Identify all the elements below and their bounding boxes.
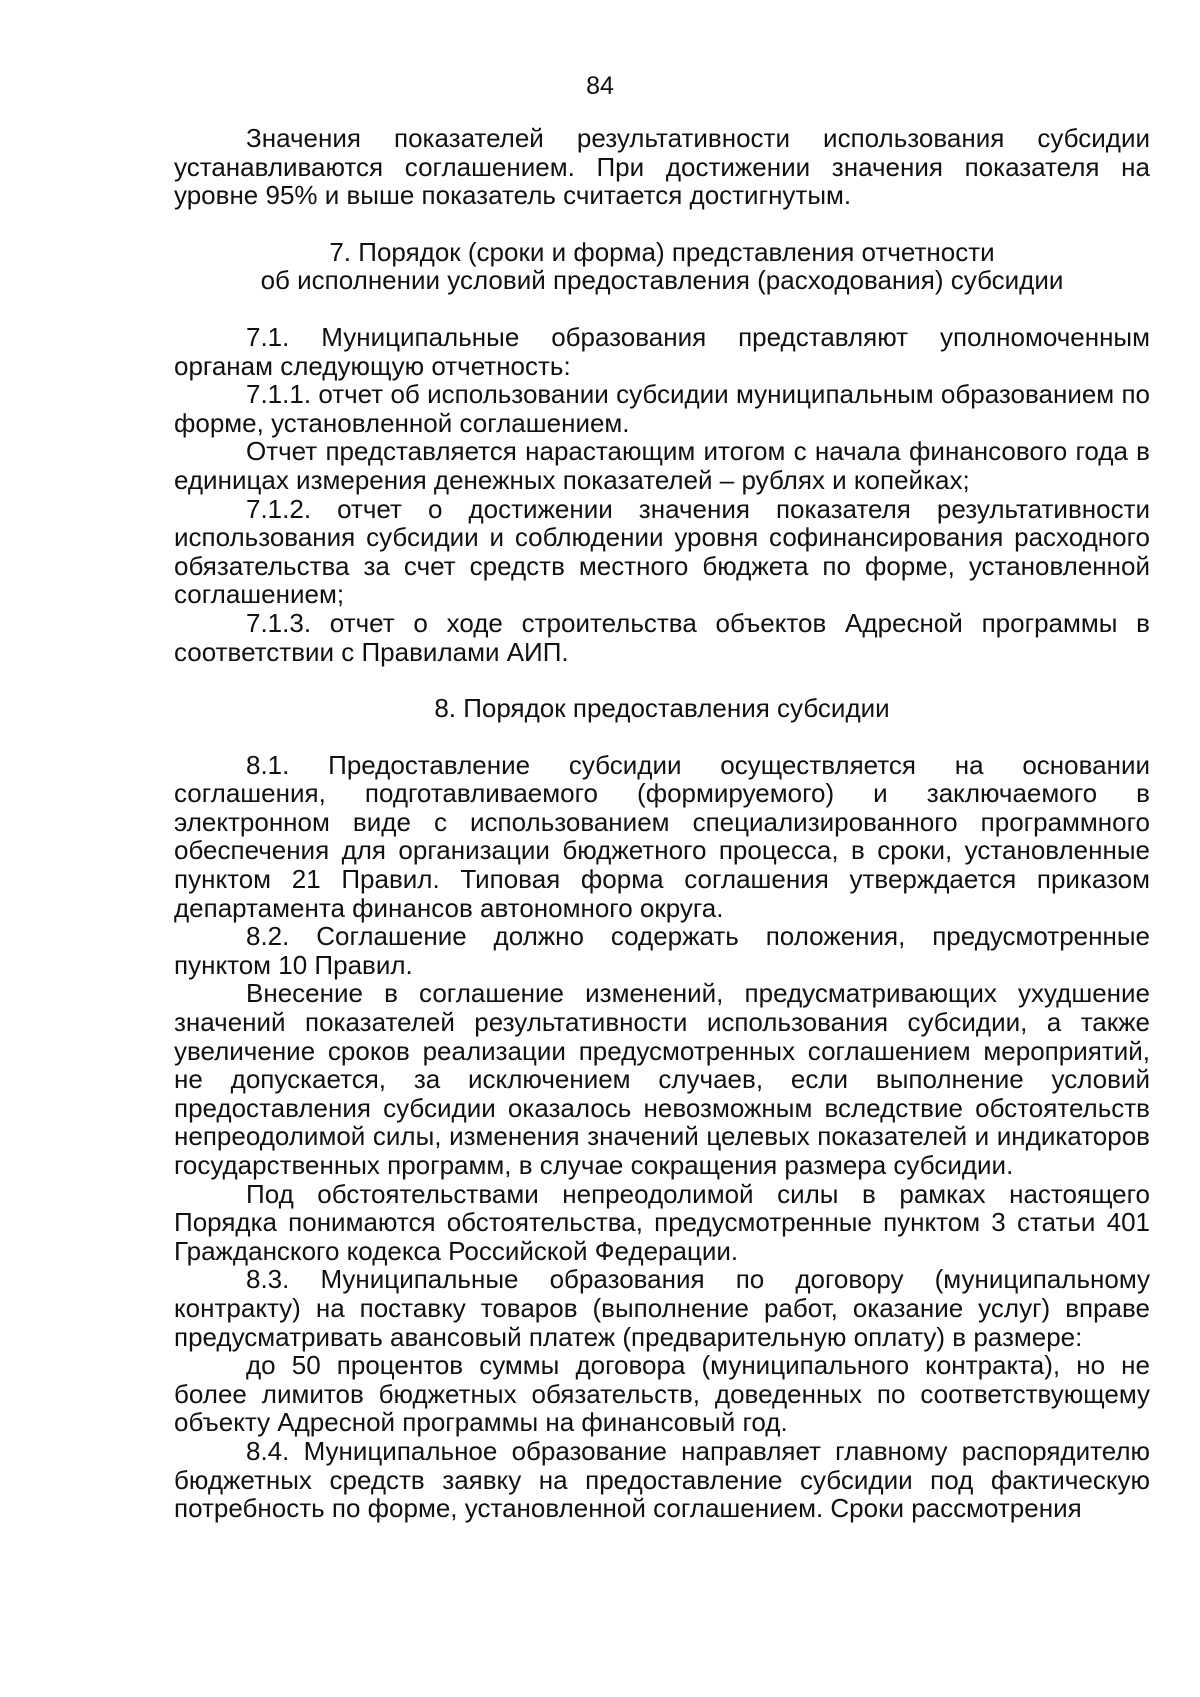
section-heading-7	[174, 238, 1150, 295]
section-heading-8: 8. Порядок предоставления субсидии	[434, 693, 890, 724]
paragraph: 7.1. Муниципальные образования представляют уполномоченным органам следующую отчетность:	[174, 321, 1150, 381]
paragraph: Отчет представляется нарастающим итогом с начала финансового года в единицах измерения денежных показателей – рублях и копейках;	[174, 436, 1150, 495]
paragraph: 8.3. Муниципальные образования по договору (муниципальному контракту) на поставку товаров (выполнение работ, оказание услуг) вправе предусматривать авансовый платеж (предварительную оплату) в размере:	[174, 1264, 1150, 1352]
paragraph: до 50 процентов суммы договора (муниципального контракта), но не более лимитов бюджетных обязательств, доведенных по соответствующему объекту Адресной программы на финансовый год.	[174, 1350, 1150, 1438]
section-heading-7-line2: об исполнении условий предоставления (расходования) субсидии	[260, 265, 1064, 296]
paragraph: 7.1.2. отчет о достижении значения показателя результативности использования субсидии и соблюдении уровня софинансирования расходного обязательства за счет средств местного бюджета по форме, установленной соглашением;	[174, 493, 1150, 610]
paragraph: Под обстоятельствами непреодолимой силы в рамках настоящего Порядка понимаются обстоятельства, предусмотренные пунктом 3 статьи 401 Гражданского кодекса Российской Федерации.	[174, 1178, 1150, 1266]
paragraph: 8.4. Муниципальное образование направляет главному распорядителю бюджетных средств заявку на предоставление субсидии под фактическую потребность по форме, установленной соглашением. Сроки рассмотрения	[174, 1435, 1150, 1524]
section-heading-7-line1: 7. Порядок (сроки и форма) представления отчетности	[329, 236, 995, 267]
paragraph: Внесение в соглашение изменений, предусматривающих ухудшение значений показателей результативности использования субсидии, а также увеличение сроков реализации предусмотренных соглашением мероприятий, не допускается, за исключением случаев, если выполнение условий предоставления субсидии оказалось невозможным вследствие обстоятельств непреодолимой силы, изменения значений целевых показателей и индикаторов государственных программ, в случае сокращения размера субсидии.	[174, 978, 1150, 1180]
paragraph: 8.2. Соглашение должно содержать положения, предусмотренные пунктом 10 Правил.	[174, 921, 1150, 980]
document-body	[174, 124, 1150, 1523]
paragraph: 7.1.3. отчет о ходе строительства объектов Адресной программы в соответствии с Правилами АИП.	[174, 607, 1150, 667]
paragraph: 8.1. Предоставление субсидии осуществляется на основании соглашения, подготавливаемого (формируемого) и заключаемого в электронном виде с использованием специализированного программного обеспечения для организации бюджетного процесса, в сроки, установленные пунктом 21 Правил. Типовая форма соглашения утверждается приказом департамента финансов автономного округа.	[174, 749, 1150, 923]
paragraph: Значения показателей результативности использования субсидии устанавливаются соглашением. При достижении значения показателя на уровне 95% и выше показатель считается достигнутым.	[174, 123, 1150, 211]
page-number: 84	[586, 72, 614, 100]
paragraph: 7.1.1. отчет об использовании субсидии муниципальным образованием по форме, установленной соглашением.	[174, 379, 1150, 438]
